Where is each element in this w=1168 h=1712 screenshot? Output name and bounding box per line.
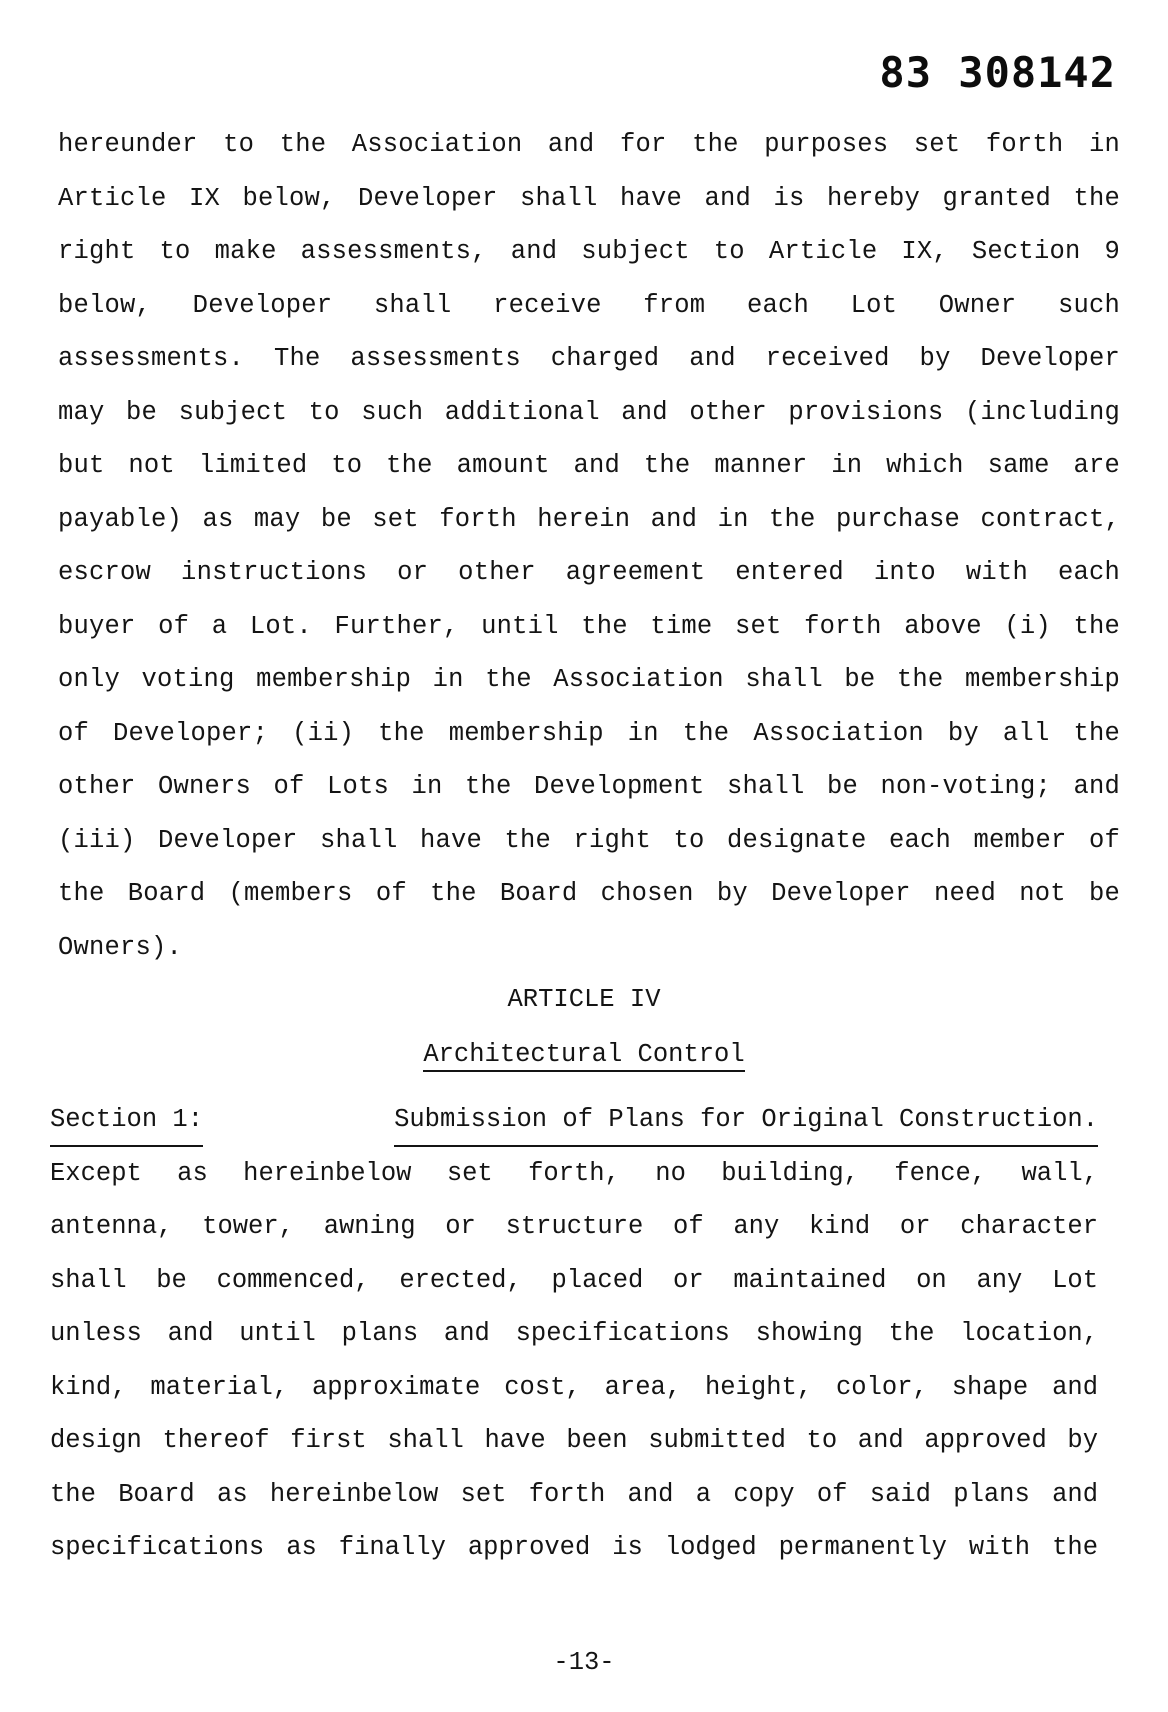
- paragraph-line: escrow instructions or other agreement entered into with each: [58, 558, 1120, 587]
- section-line: unless and until plans and specifications showing the location,: [50, 1319, 1098, 1348]
- paragraph-line: assessments. The assessments charged and received by Developer: [58, 344, 1120, 373]
- paragraph-line: payable) as may be set forth herein and in the purchase contract,: [58, 504, 1120, 534]
- paragraph-line: of Developer; (ii) the membership in the Association by all the: [58, 718, 1120, 748]
- paragraph-line: hereunder to the Association and for the purposes set forth in: [58, 130, 1120, 159]
- paragraph-line: (iii) Developer shall have the right to designate each member of: [58, 825, 1120, 855]
- section-line: kind, material, approximate cost, area, height, color, shape and: [50, 1372, 1098, 1402]
- section-line: shall be commenced, erected, placed or maintained on any Lot: [50, 1265, 1098, 1295]
- section-1: [50, 1093, 1098, 1575]
- section-line: Except as hereinbelow set forth, no building, fence, wall,: [50, 1158, 1098, 1188]
- article-title: [0, 1040, 1168, 1069]
- page-number: -13-: [553, 1648, 615, 1677]
- article-heading: ARTICLE IV: [507, 985, 661, 1014]
- paragraph-line: Owners).: [58, 932, 183, 962]
- paragraph-line: buyer of a Lot. Further, until the time set forth above (i) the: [58, 611, 1120, 641]
- paragraph-line: but not limited to the amount and the manner in which same are: [58, 451, 1120, 480]
- section-label: Section 1:: [50, 1093, 203, 1147]
- document-number: 83 308142: [879, 48, 1116, 97]
- paragraph-line: other Owners of Lots in the Development shall be non-voting; and: [58, 772, 1120, 801]
- section-line: the Board as hereinbelow set forth and a copy of said plans and: [50, 1479, 1098, 1509]
- paragraph-line: below, Developer shall receive from each Lot Owner such: [58, 290, 1120, 320]
- paragraph-line: may be subject to such additional and other provisions (including: [58, 397, 1120, 427]
- section-title: Submission of Plans for Original Construction.: [394, 1093, 1098, 1147]
- paragraph-line: the Board (members of the Board chosen by Developer need not be: [58, 879, 1120, 908]
- paragraph-line: Article IX below, Developer shall have and is hereby granted the: [58, 183, 1120, 213]
- continued-paragraph: [58, 118, 1120, 974]
- section-line: antenna, tower, awning or structure of any kind or character: [50, 1212, 1098, 1241]
- paragraph-line: right to make assessments, and subject to Article IX, Section 9: [58, 237, 1120, 266]
- section-heading: [50, 1093, 1098, 1147]
- paragraph-line: only voting membership in the Association shall be the membership: [58, 665, 1120, 694]
- article-title-text: Architectural Control: [423, 1040, 744, 1072]
- section-line: specifications as finally approved is lodged permanently with the: [50, 1533, 1098, 1562]
- section-line: design thereof first shall have been submitted to and approved by: [50, 1426, 1098, 1455]
